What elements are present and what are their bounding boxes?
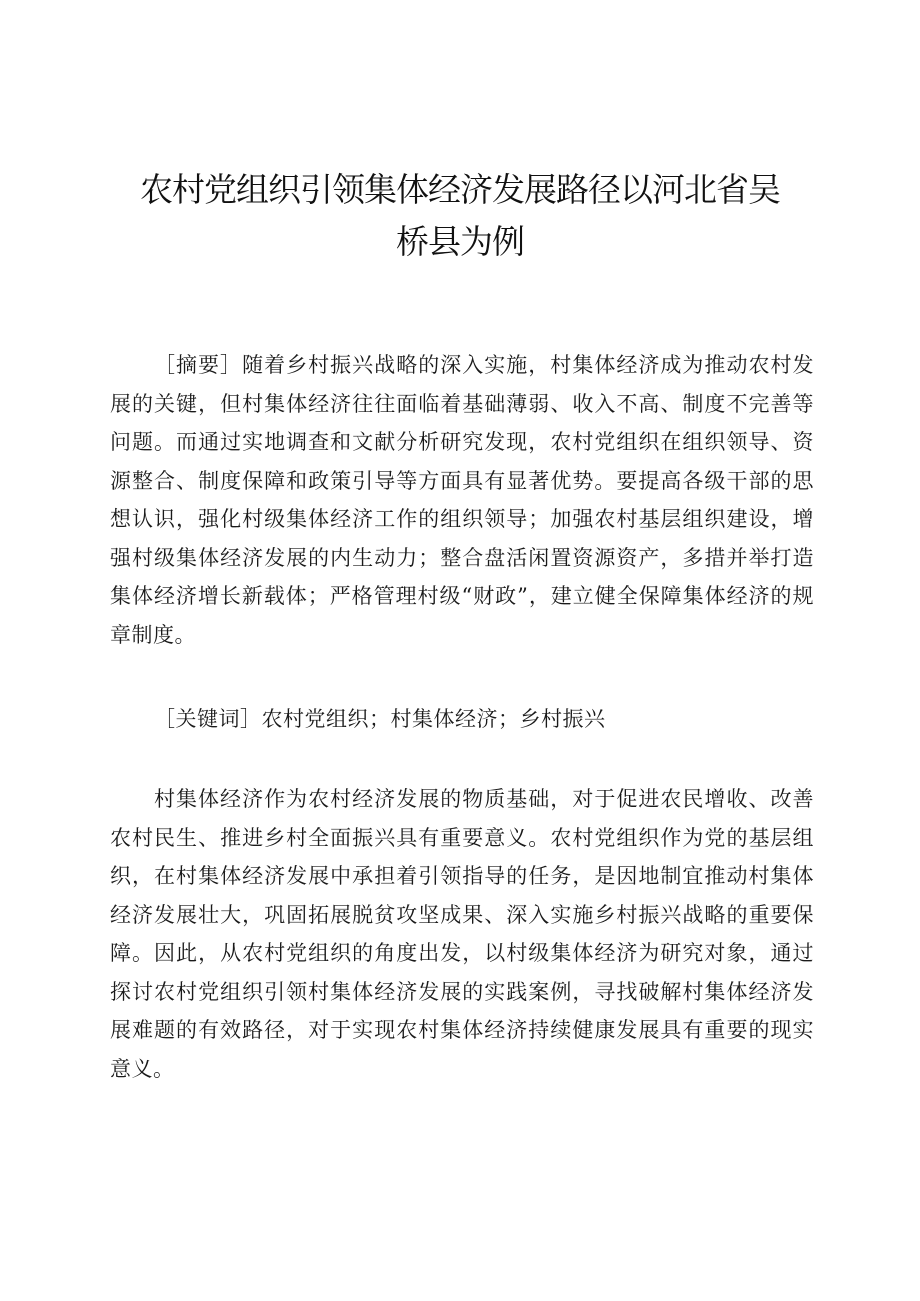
abstract-paragraph: ［摘要］随着乡村振兴战略的深入实施，村集体经济成为推动农村发展的关键，但村集体经济往往面临着基础薄弱、收入不高、制度不完善等问题。而通过实地调查和文献分析研究发现，农村党组织在组织领导、资源整合、制度保障和政策引导等方面具有显著优势。要提高各级干部的思想认识，强化村级集体经济工作的组织领导；加强农村基层组织建设，增强村级集体经济发展的内生动力；整合盘活闲置资源资产，多措并举打造集体经济增长新载体；严格管理村级“财政”，建立健全保障集体经济的规章制度。 [110,353,814,647]
document-title-line-1: 农村党组织引领集体经济发展路径以河北省吴 [140,170,780,209]
intro-paragraph: 村集体经济作为农村经济发展的物质基础，对于促进农民增收、改善农村民生、推进乡村全面振兴具有重要意义。农村党组织作为党的基层组织，在村集体经济发展中承担着引领指导的任务，是因地制宜推动村集体经济发展壮大，巩固拓展脱贫攻坚成果、深入实施乡村振兴战略的重要保障。因此，从农村党组织的角度出发，以村级集体经济为研究对象，通过探讨农村党组织引领村集体经济发展的实践案例，寻找破解村集体经济发展难题的有效路径，对于实现农村集体经济持续健康发展具有重要的现实意义。 [110,787,814,1081]
document-title-line-2: 桥县为例 [396,222,524,261]
keywords-paragraph: ［关键词］农村党组织；村集体经济；乡村振兴 [154,707,606,731]
